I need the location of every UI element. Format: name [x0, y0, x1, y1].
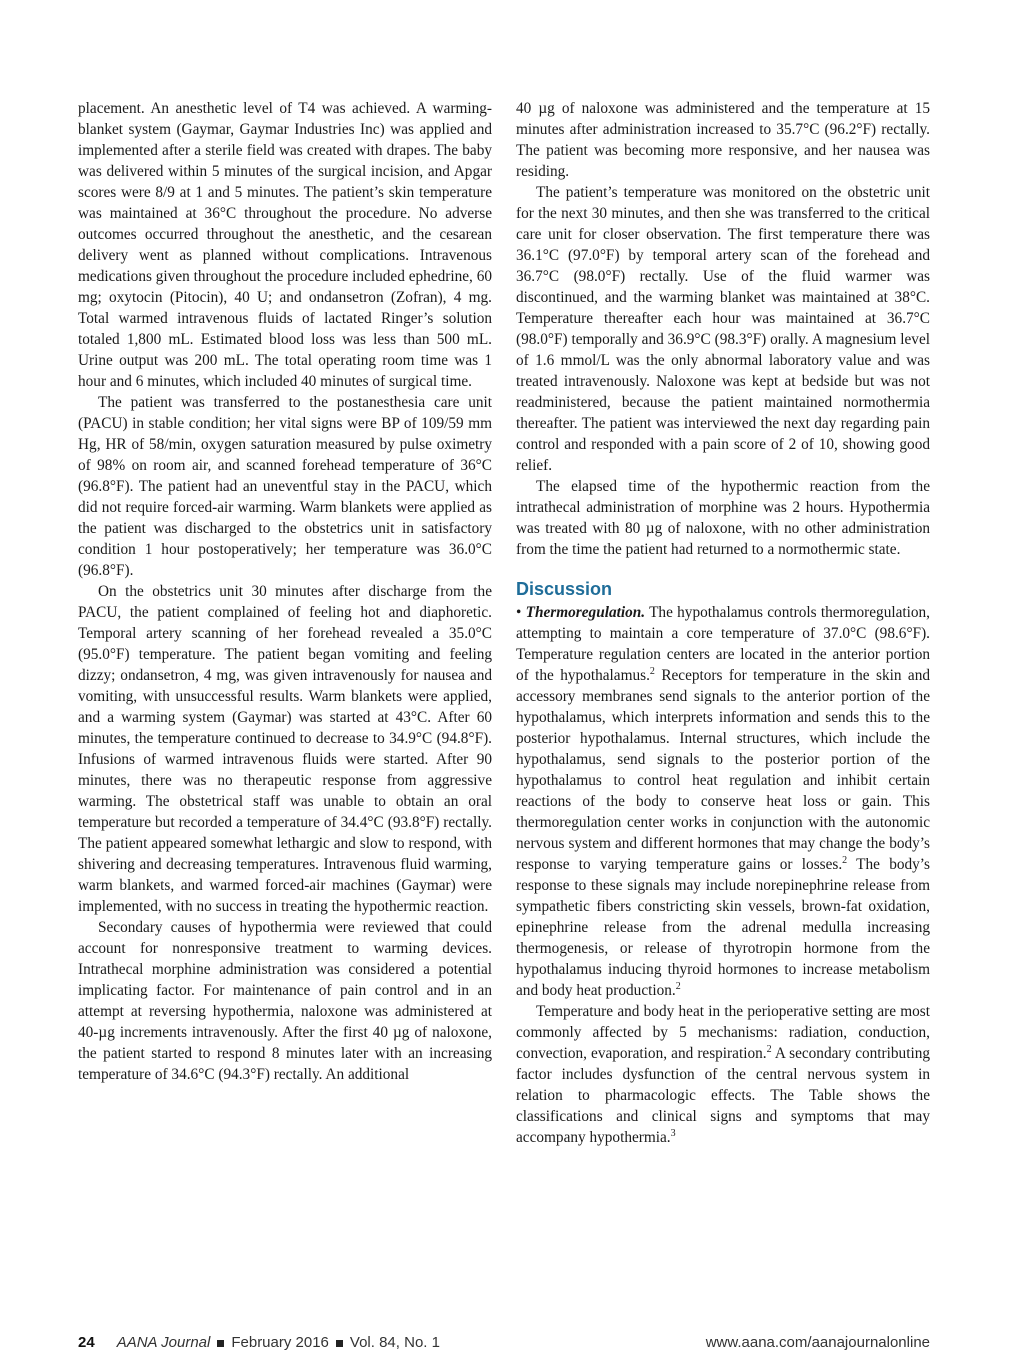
left-column: [78, 98, 492, 1085]
paragraph-thermoregulation: [516, 602, 930, 1001]
paragraph: The patient’s temperature was monitored on the obstetric unit for the next 30 minutes, and then she was transferred to the critical care unit for closer observation. The first temperature there was 36.1°C (97.0°F) by temporal artery scan of the forehead and 36.7°C (98.0°F) rectally. Use of the fluid warmer was discontinued, and the warming blanket was maintained at 38°C. Temperature thereafter each hour was maintained at 36.7°C (98.0°F) temporally and 36.9°C (98.3°F) orally. A magnesium level of 1.6 mmol/L was the only abnormal laboratory value and was treated intravenously. Naloxone was kept at bedside but was not readministered, because the patient maintained normothermia thereafter. The patient was interviewed the next day regarding pain control and responded with a pain score of 2 of 10, showing good relief.: [516, 184, 930, 474]
citation-ref: 2: [842, 854, 848, 866]
citation-ref: 2: [649, 665, 655, 677]
text-run: A secondary contributing factor includes dysfunction of the central nervous system in relation to pharmacologic effects. The Table shows the classifications and clinical signs and symptoms that may accompany hypothermia.: [516, 1045, 930, 1146]
citation-ref: 2: [766, 1043, 772, 1055]
text-run: The hypothalamus controls thermoregulation, attempting to maintain a core temperature of 37.0°C (98.6°F). Temperature regulation centers are located in the anterior portion of the hypothalamus.: [516, 604, 931, 684]
right-column: [516, 98, 930, 1148]
paragraph: The patient was transferred to the postanesthesia care unit (PACU) in stable condition; her vital signs were BP of 109/59 mm Hg, HR of 58/min, oxygen saturation measured by pulse oximetry of 98% on room air, and scanned forehead temperature of 36°C (96.8°F). The patient had an uneventful stay in the PACU, which did not require forced-air warming. Warm blankets were applied as the patient was discharged to the obstetrics unit in satisfactory condition 1 hour postoperatively; her temperature was 36.0°C (96.8°F).: [78, 394, 492, 579]
text-run: Receptors for temperature in the skin and accessory membranes send signals to the anterior portion of the hypothalamus, which interprets information and sends this to the posterior hypothalamus. Internal structures, which include the hypothalamus, send signals to the posterior portion of the hypothalamus to control heat regulation and inhibit certain reactions of the body to conserve heat loss or gain. This thermoregulation center works in conjunction with the autonomic nervous system and different hormones that may change the body’s response to varying temperature gains or losses.: [516, 667, 930, 873]
issue-date: February 2016: [231, 1334, 329, 1351]
paragraph: On the obstetrics unit 30 minutes after discharge from the PACU, the patient complained of feeling hot and diaphoretic. Temporal artery scanning of her forehead revealed a 35.0°C (95.0°F) temperature. The patient began vomiting and feeling dizzy; ondansetron, 4 mg, was given intravenously for nausea and vomiting, with unsuccessful results. Warm blankets were applied, and a warming system (Gaymar) was started at 43°C. After 60 minutes, the temperature continued to decrease to 34.9°C (94.8°F). Infusions of warmed intravenous fluids were started. After 90 minutes, there was no therapeutic response from aggressive warming. The obstetrical staff was unable to obtain an oral temperature but recorded a temperature of 34.4°C (93.8°F) rectally. The patient appeared somewhat lethargic and slow to respond, with shivering and decreasing temperatures. Intravenous fluid warming, warm blankets, and warmed forced-air machines (Gaymar) were implemented, with no success in treating the hypothermic reaction.: [78, 583, 492, 915]
journal-url-link[interactable]: www.aana.com/aanajournalonline: [705, 1334, 930, 1351]
separator-square-icon: [217, 1340, 224, 1347]
paragraph: The elapsed time of the hypothermic reaction from the intrathecal administration of morphine was 2 hours. Hypothermia was treated with 80 µg of naloxone, with no other administration from the time the patient had returned to a normothermic state.: [516, 478, 930, 558]
volume-issue: Vol. 84, No. 1: [349, 1334, 440, 1351]
text-run: Temperature and body heat in the perioperative setting are most commonly affected by 5 mechanisms: radiation, conduction, convection, evaporation, and respiration.: [516, 1003, 930, 1062]
paragraph: Secondary causes of hypothermia were reviewed that could account for nonresponsive treatment to warming devices. Intrathecal morphine administration was considered a potential implicating factor. For maintenance of pain control and in an attempt at reversing hypothermia, naloxone was administered at 40-µg increments intravenously. After the first 40 µg of naloxone, the patient started to respond 8 minutes later with an increasing temperature of 34.6°C (94.3°F) rectally. An additional: [78, 919, 492, 1083]
journal-name: AANA Journal: [116, 1334, 211, 1351]
bullet-icon: •: [516, 604, 522, 621]
citation-ref: 3: [670, 1127, 676, 1139]
paragraph: [516, 1001, 930, 1148]
paragraph: placement. An anesthetic level of T4 was achieved. A warming-blanket system (Gaymar, Gaymar Industries Inc) was applied and implemented after a sterile field was created with drapes. The baby was delivered within 5 minutes of the surgical incision, and Apgar scores were 8/9 at 1 and 5 minutes. The patient’s skin temperature was maintained at 36°C throughout the procedure. No adverse outcomes occurred throughout the anesthetic, and the cesarean delivery went as planned without complications. Intravenous medications given throughout the procedure included ephedrine, 60 mg; oxytocin (Pitocin), 40 U; and ondansetron (Zofran), 4 mg. Total warmed intravenous fluids of lactated Ringer’s solution totaled 1,800 mL. Estimated blood loss was less than 500 mL. Urine output was 200 mL. The total operating room time was 1 hour and 6 minutes, which included 40 minutes of surgical time.: [78, 100, 492, 390]
section-heading-discussion: Discussion: [516, 579, 613, 599]
page-footer: [78, 1334, 930, 1351]
separator-square-icon: [336, 1340, 343, 1347]
text-run: The body’s response to these signals may include norepinephrine release from sympathetic fibers constricting skin vessels, brown-fat oxidation, epinephrine release from the adrenal medulla increasing thermogenesis, or release of thyrotropin hormone from the hypothalamus inducing thyroid hormones to increase metabolism and body heat production.: [516, 856, 930, 999]
citation-ref: 2: [675, 980, 681, 992]
subheading-thermoregulation: Thermoregulation.: [525, 604, 646, 621]
page-number: 24: [78, 1334, 95, 1351]
paragraph: 40 µg of naloxone was administered and the temperature at 15 minutes after administration increased to 35.7°C (96.2°F) rectally. The patient was becoming more responsive, and her nausea was residing.: [516, 100, 930, 180]
